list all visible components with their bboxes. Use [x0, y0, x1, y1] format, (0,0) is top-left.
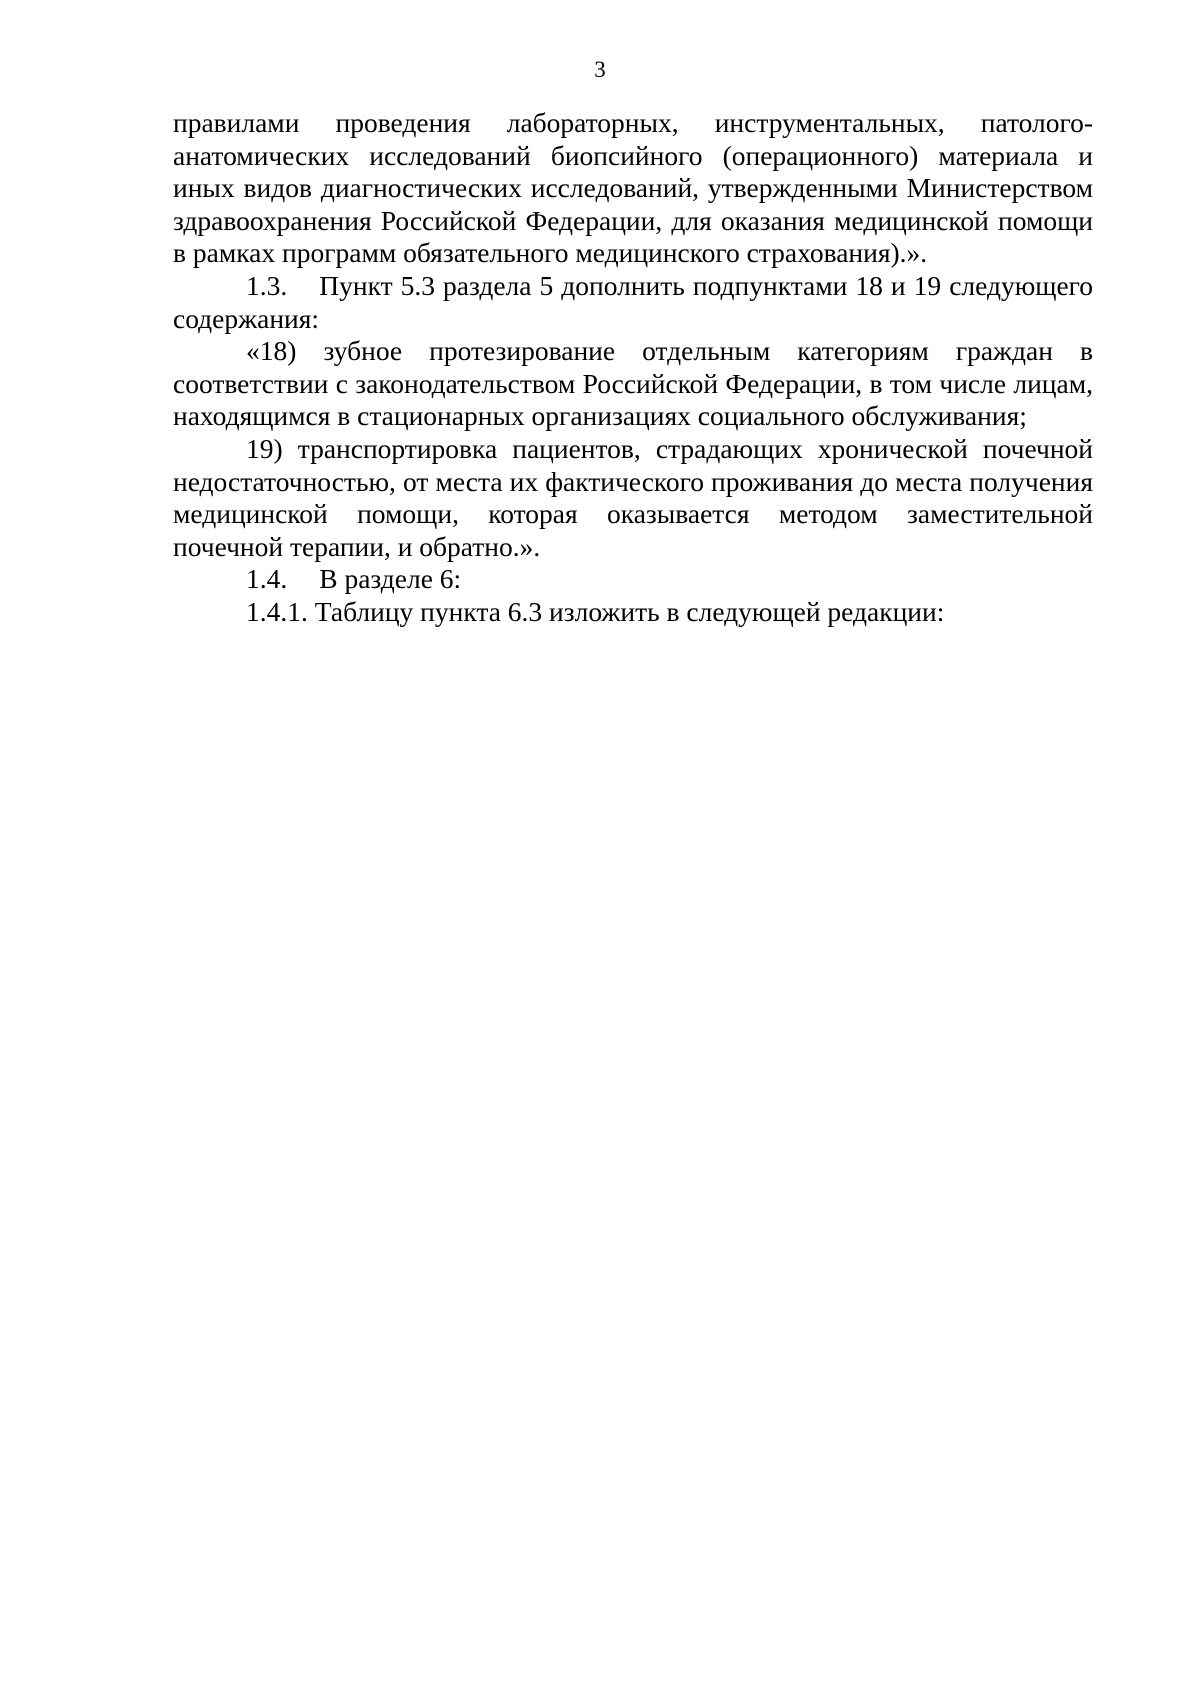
paragraph-item-1-4	[173, 563, 1093, 596]
document-body	[173, 107, 1093, 629]
paragraph-item-1-3	[173, 270, 1093, 335]
item-number: 1.3.	[246, 269, 288, 301]
paragraph-subitem-18: «18) зубное протезирование отдельным категориям граждан в соответствии с законодательством Российской Федерации, в том числе лицам, находящимся в стационарных организациях социального обслуживания;	[173, 335, 1093, 432]
item-text: В разделе 6:	[319, 563, 462, 595]
item-text: Пункт 5.3 раздела 5 дополнить подпунктами 18 и 19 следующего содержания:	[173, 269, 1093, 334]
paragraph-item-1-4-1: 1.4.1. Таблицу пункта 6.3 изложить в следующей редакции:	[246, 595, 945, 627]
paragraph-continuation: правилами проведения лабораторных, инструментальных, патолого-анатомических исследований биопсийного (операционного) материала и иных видов диагностических исследований, утвержденными Министерством здравоохранения Российской Федерации, для оказания медицинской помощи в рамках программ обязательного медицинского страхования).».	[173, 107, 1093, 269]
paragraph-subitem-19: 19) транспортировка пациентов, страдающих хронической почечной недостаточностью, от места их фактического проживания до места получения медицинской помощи, которая оказывается методом заместительной почечной терапии, и обратно.».	[173, 432, 1093, 562]
item-number: 1.4.	[246, 563, 288, 595]
page-number: 3	[594, 57, 606, 82]
